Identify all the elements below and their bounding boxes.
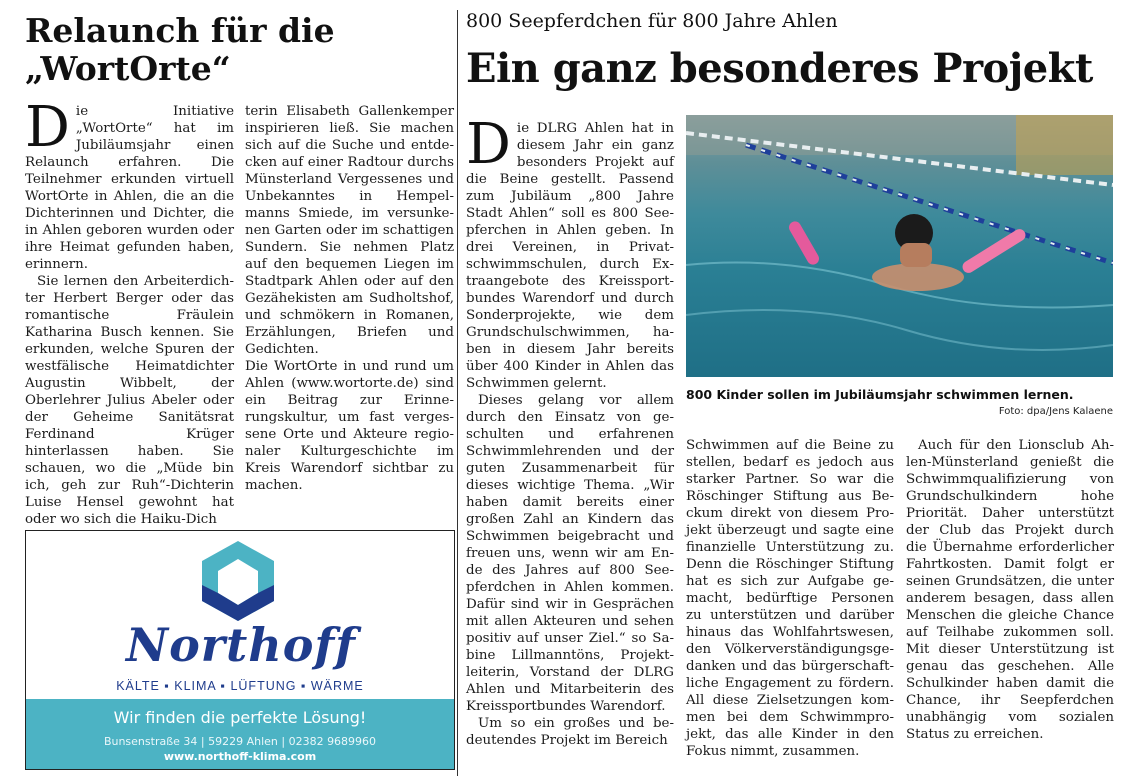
left-article-column-2 <box>245 103 454 494</box>
main-dropcap: D <box>466 112 511 177</box>
swimming-pool-photo <box>686 115 1113 377</box>
northoff-advertisement[interactable] <box>25 530 455 770</box>
ad-tagline: KÄLTE ▪ KLIMA ▪ LÜFTUNG ▪ WÄRME <box>116 679 364 693</box>
left-col1-paragraph-1: ie Initiative „WortOrte“ hat im Jubiläumsjahr einen Relaunch erfahren. Die Teilnehmer erkunden virtuell WortOrte in Ahlen, die an die Dichterinnen und Dichter, die in Ahlen geboren wurden oder ihre Heimat gefunden haben, erinnern. <box>25 104 234 272</box>
main-col1-paragraph-1: ie DLRG Ahlen hat in diesem Jahr ein ganz besonders Projekt auf die Beine gestellt. Passend zum Jubiläum „800 Jahre Stadt Ahlen“ soll es 800 Seepferchen in Ahlen geben. In drei Vereinen, in Privatschwimmschulen, durch Extraangebote des Kreissportbundes Warendorf und durch Sonderprojekte, wie dem Grundschulschwimmen, haben in diesem Jahr bereits über 400 Kinder in Ahlen das Schwimmen gelernt. <box>466 121 674 391</box>
northoff-hexagon-logo-icon <box>198 539 278 623</box>
main-col3-paragraph-1: Auch für den Lionsclub Ahlen-Münsterland genießt die Schwimmqualifizierung von Grundschulkindern hohe Priorität. Daher unterstützt der Club das Projekt durch die Übernahme erforderlicher Fahrtkosten. Damit folgt er seinen Grundsätzen, die unter anderem besagen, dass allen Menschen die gleiche Chance auf Teilhabe zukommen soll. Mit dieser Unterstützung ist genau das geschehen. Alle Schulkinder haben damit die Chance, ihr Seepferdchen unabhängig vom sozialen Status zu erreichen. <box>906 438 1114 742</box>
main-kicker: 800 Seepferdchen für 800 Jahre Ahlen <box>466 10 838 32</box>
photo-caption: 800 Kinder sollen im Jubiläumsjahr schwimmen lernen. <box>686 387 1074 402</box>
column-divider <box>457 10 458 776</box>
left-col1-paragraph-2: Sie lernen den Arbeiterdichter Herbert Berger oder das romantische Fräulein Katharina Busch kennen. Sie erkunden, welche Spuren der westfälische Heimatdichter Augustin Wibbelt, der Oberlehrer Julius Abeler oder der Geheime Sanitätsrat Ferdinand Krüger hinterlassen haben. Sie schauen, wo die „Müde bin ich, geh zur Ruh“-Dichterin Luise Hensel gewohnt hat oder wo sich die Haiku-Dich <box>25 274 234 527</box>
left-article-title <box>25 12 445 88</box>
left-dropcap: D <box>25 95 70 160</box>
pool-scene-illustration <box>686 115 1113 377</box>
left-col2-paragraph-1: terin Elisabeth Gallenkemper inspirieren ließ. Sie machen sich auf die Suche und entdecken auf einer Radtour durchs Münsterland Vergessenes und Unbekanntes in Hempelmanns Smiede, im versunkenen Garten oder im schattigen Sundern. Sie nehmen Platz auf den bequemen Liegen im Stadtpark Ahlen oder auf den Gezähekisten am Sudholtshof, und schmökern in Romanen, Erzählungen, Briefen und Gedichten. <box>245 104 454 357</box>
main-col2-paragraph-1: Schwimmen auf die Beine zu stellen, bedarf es jedoch aus starker Partner. So war die Röschinger Stiftung aus Beckum direkt von diesem Projekt überzeugt und sagte eine finanzielle Unterstützung zu. Denn die Röschinger Stiftung hat es sich zur Aufgabe gemacht, bedürftige Personen zu unterstützen und darüber hinaus das Wohlfahrtswesen, den Völkerverständigungsgedanken und das bürgerschaftliche Engagement zu fördern. All diese Zielsetzungen kommen bei dem Schwimmprojekt, das alle Kinder in den Fokus nimmt, zusammen. <box>686 438 894 759</box>
main-article-column-1 <box>466 112 674 749</box>
ad-website-link[interactable]: www.northoff-klima.com <box>163 750 317 763</box>
left-title-line1: Relaunch für die <box>25 11 335 50</box>
photo-credit: Foto: dpa/Jens Kalaene <box>998 406 1113 417</box>
ad-blue-band <box>26 699 454 769</box>
main-col1-paragraph-2: Dieses gelang vor allem durch den Einsatz von geschulten und erfahrenen Schwimmlehrenden und der guten Zusammenarbeit für dieses wichtige Thema. „Wir haben damit bereits einer großen Zahl an Kindern das Schwimmen beigebracht und freuen uns, wenn wir am Ende des Jahres auf 800 Seepferdchen in Ahlen kommen. Dafür sind wir in Gesprächen mit allen Akteuren und sehen positiv auf unser Ziel.“ so Sabine Lillmanntöns, Projektleiterin, Vorstand der DLRG Ahlen und Mitarbeiterin des Kreissportbundes Warendorf. <box>466 393 674 714</box>
ad-address: Bunsenstraße 34 | 59229 Ahlen | 02382 9689960 <box>103 735 377 748</box>
left-article-column-1 <box>25 95 234 528</box>
ad-slogan: Wir finden die perfekte Lösung! <box>113 708 367 727</box>
main-article-column-3 <box>906 437 1114 743</box>
left-title-line2: „WortOrte“ <box>25 49 231 88</box>
main-col1-paragraph-3: Um so ein großes und bedeutendes Projekt im Bereich <box>466 716 674 748</box>
northoff-brand-wordmark: Northoff <box>126 618 356 672</box>
left-col2-paragraph-2: Die WortOrte in und rund um Ahlen (www.wortorte.de) sind ein Beitrag zur Erinnerungskultur, um fast vergessene Orte und Akteure regionaler Kulturgeschichte im Kreis Warendorf sichtbar zu machen. <box>245 359 454 493</box>
main-headline: Ein ganz besonderes Projekt <box>466 45 1093 92</box>
main-article-column-2 <box>686 437 894 760</box>
